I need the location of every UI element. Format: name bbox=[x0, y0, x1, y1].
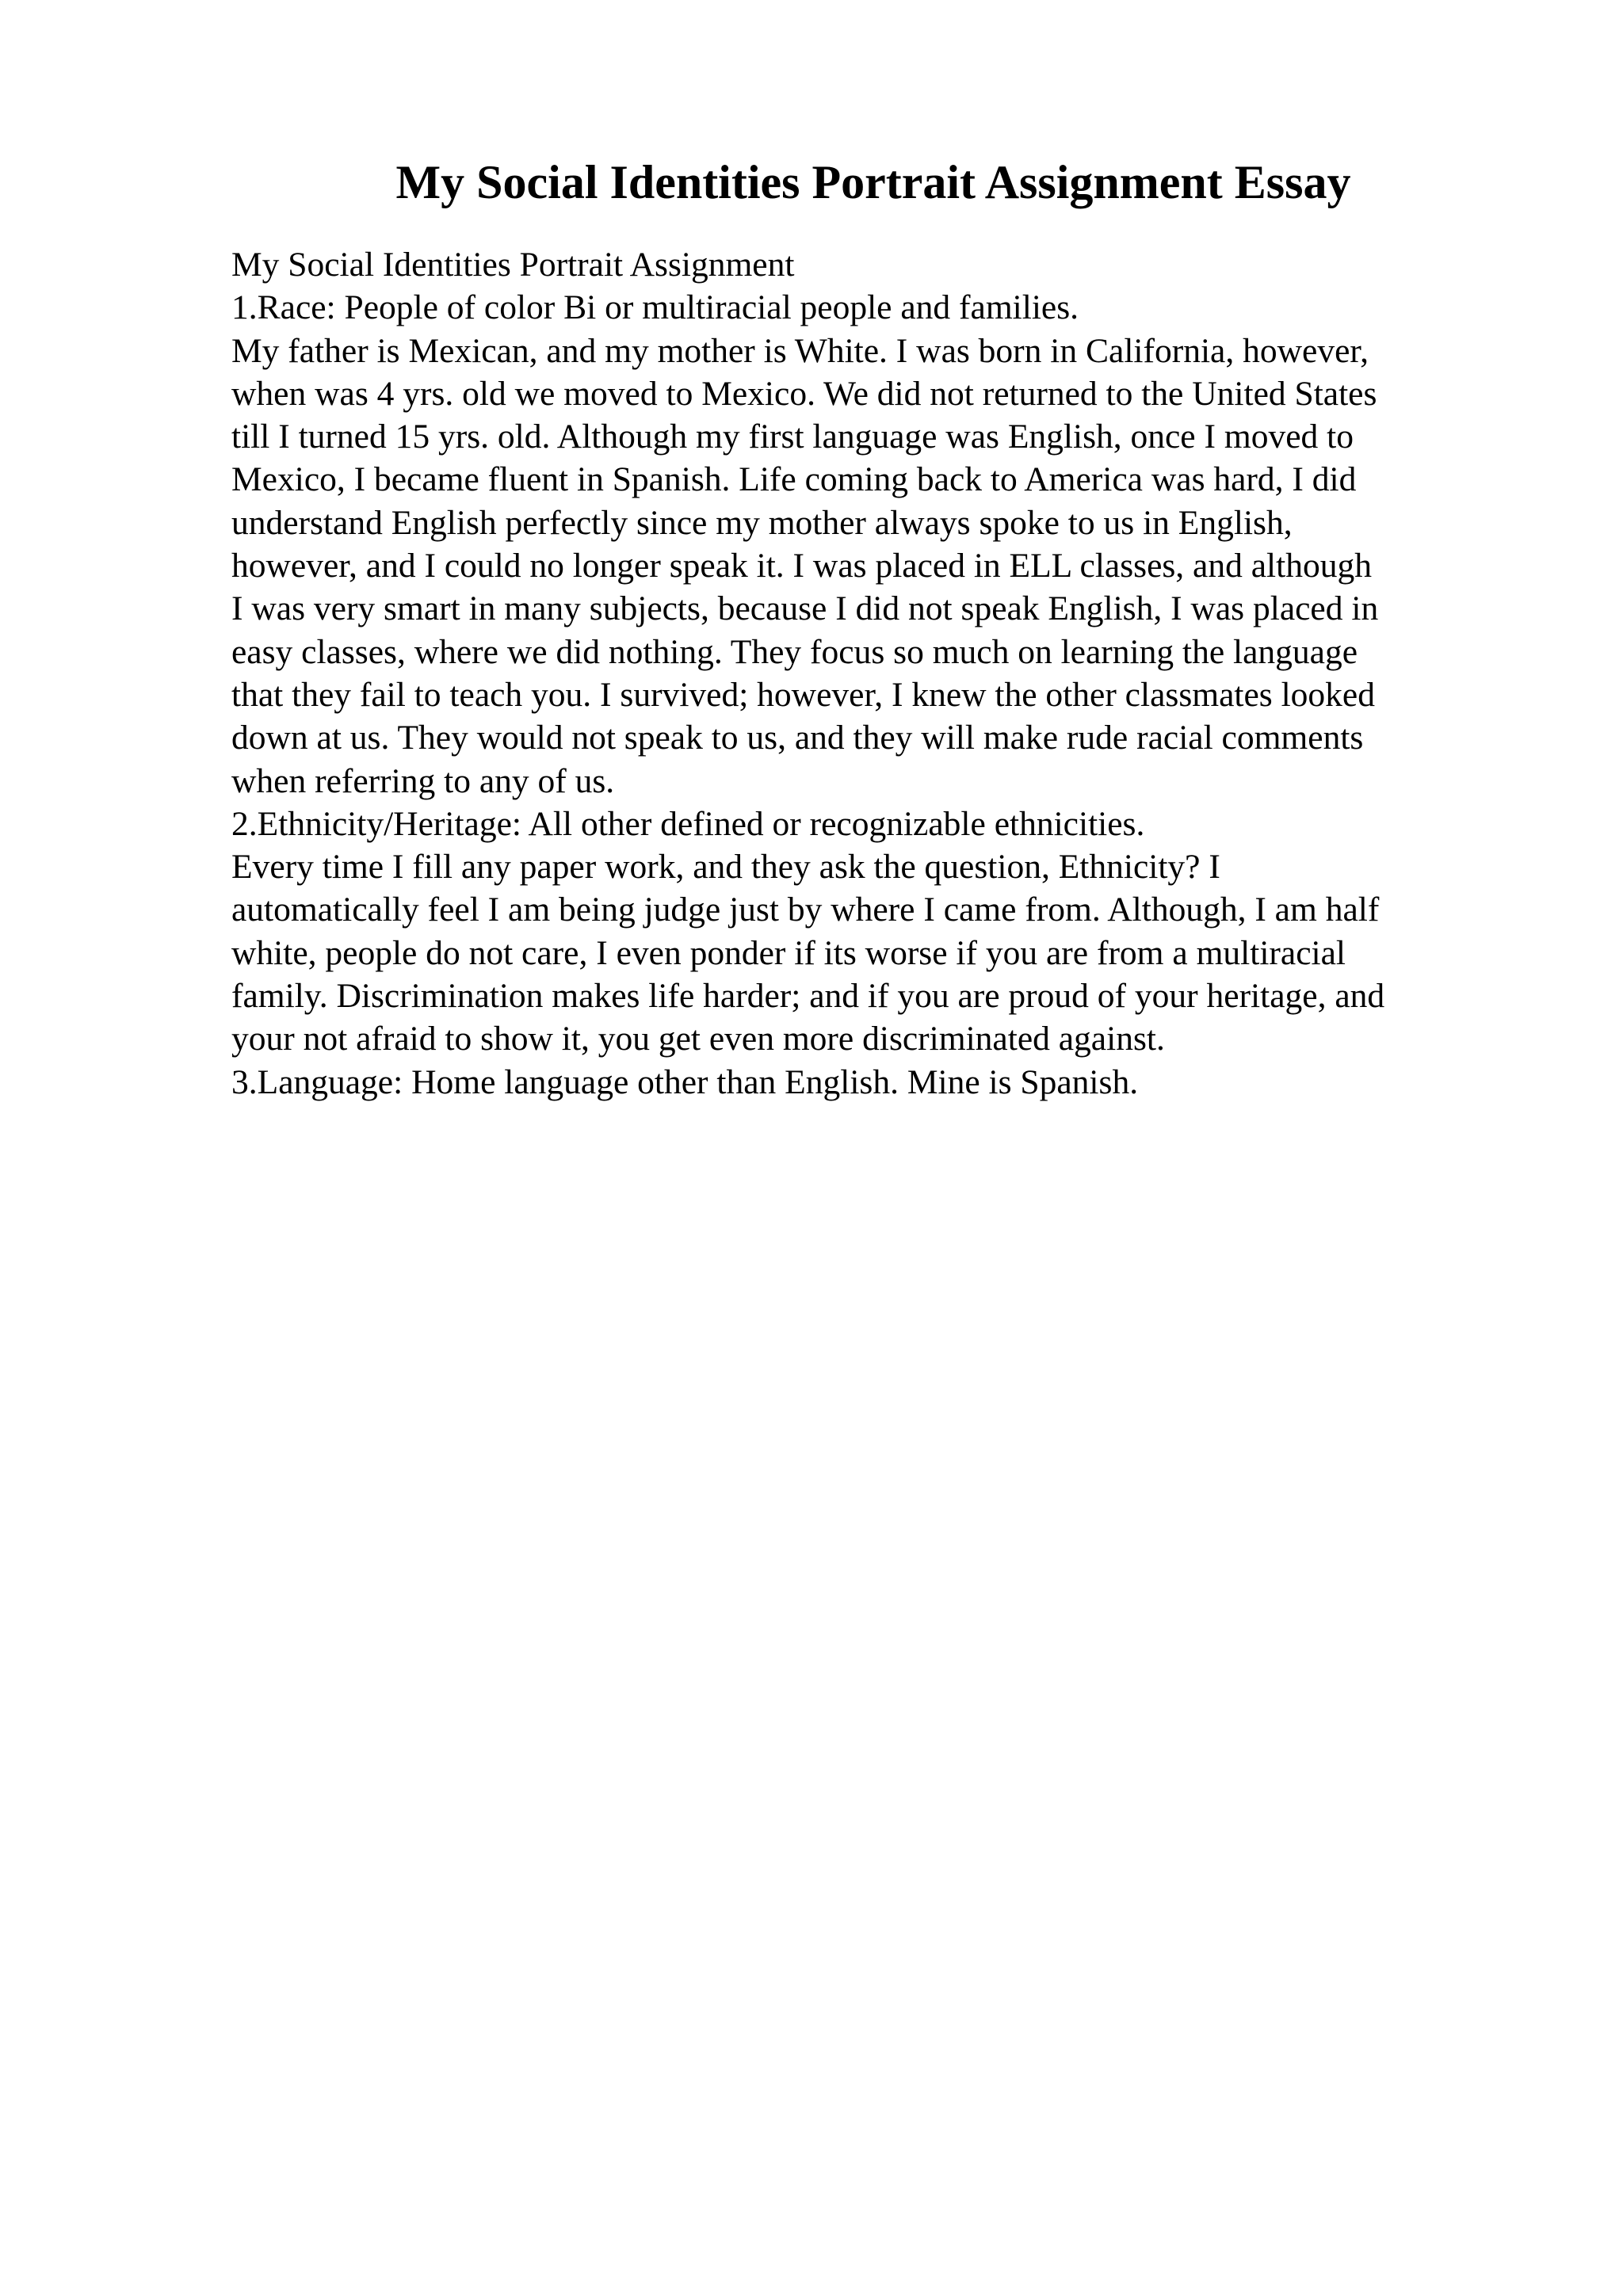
essay-line: however, and I could no longer speak it. I was placed in ELL classes, and although bbox=[231, 547, 1372, 585]
essay-line: 2.Ethnicity/Heritage: All other defined or recognizable ethnicities. bbox=[231, 804, 1145, 843]
essay-line: 3.Language: Home language other than English. Mine is Spanish. bbox=[231, 1062, 1139, 1101]
essay-line: I was very smart in many subjects, because I did not speak English, I was placed in bbox=[231, 589, 1379, 628]
essay-line: down at us. They would not speak to us, and they will make rude racial comments bbox=[231, 719, 1364, 757]
essay-line: family. Discrimination makes life harder; and if you are proud of your heritage, and bbox=[231, 977, 1385, 1016]
essay-line: when referring to any of us. bbox=[231, 761, 615, 800]
essay-title: My Social Identities Portrait Assignment Essay bbox=[395, 156, 1351, 208]
essay-line: Mexico, I became fluent in Spanish. Life coming back to America was hard, I did bbox=[231, 460, 1357, 499]
essay-line: understand English perfectly since my mother always spoke to us in English, bbox=[231, 503, 1293, 542]
essay-line: My Social Identities Portrait Assignment bbox=[231, 246, 795, 284]
essay-body bbox=[231, 243, 1499, 1104]
essay-line: when was 4 yrs. old we moved to Mexico. We did not returned to the United States bbox=[231, 374, 1377, 413]
essay-line: Every time I fill any paper work, and they ask the question, Ethnicity? I bbox=[231, 848, 1220, 887]
essay-line: My father is Mexican, and my mother is White. I was born in California, however, bbox=[231, 331, 1369, 370]
essay-line: easy classes, where we did nothing. They focus so much on learning the language bbox=[231, 632, 1358, 671]
essay-line: that they fail to teach you. I survived; however, I knew the other classmates looked bbox=[231, 675, 1375, 714]
essay-line: white, people do not care, I even ponder if its worse if you are from a multiracial bbox=[231, 933, 1346, 972]
essay-line: automatically feel I am being judge just by where I came from. Although, I am half bbox=[231, 891, 1380, 929]
essay-line: till I turned 15 yrs. old. Although my first language was English, once I moved to bbox=[231, 418, 1354, 456]
essay-line: 1.Race: People of color Bi or multiracial people and families. bbox=[231, 288, 1079, 327]
essay-line: your not afraid to show it, you get even more discriminated against. bbox=[231, 1020, 1165, 1058]
